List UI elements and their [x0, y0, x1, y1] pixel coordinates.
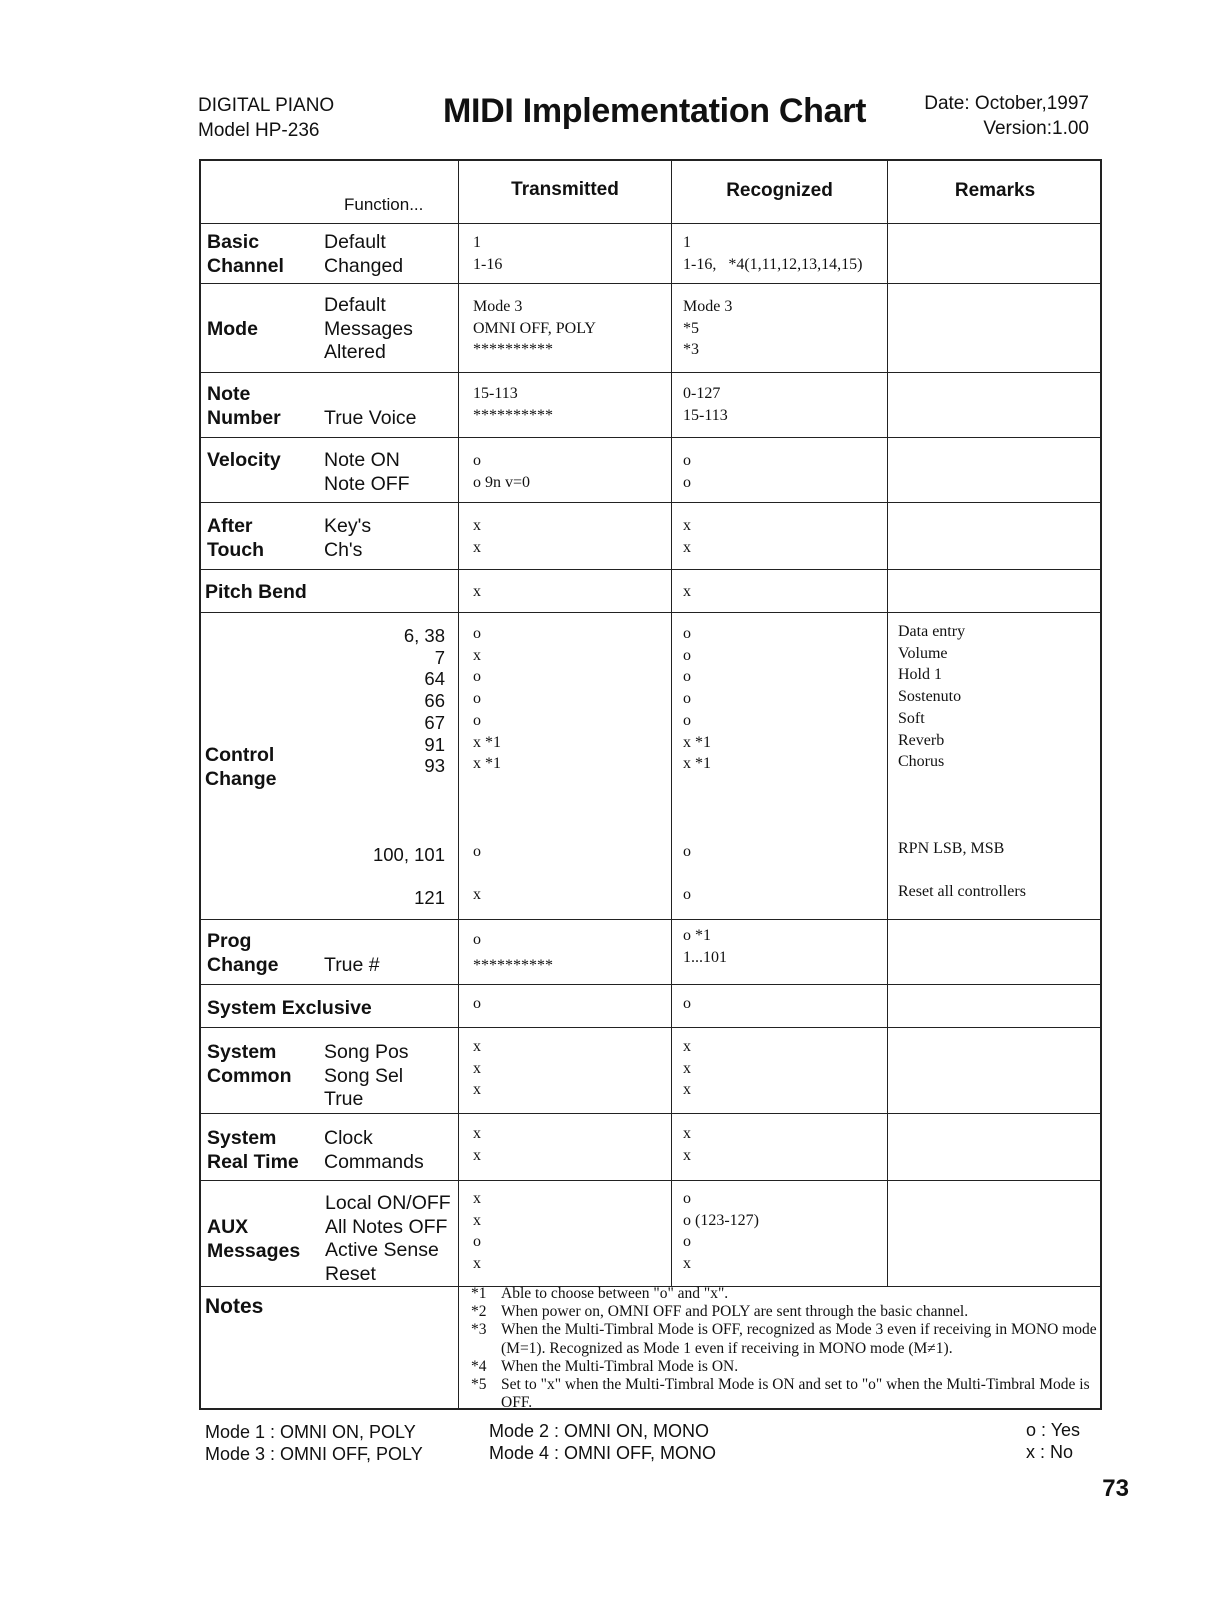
row-system-realtime-sub: Clock Commands [324, 1127, 424, 1173]
notes-list [471, 1285, 1099, 1412]
divider-function [458, 161, 459, 1286]
row-divider [201, 1027, 1100, 1028]
note-item: *4 When the Multi-Timbral Mode is ON. [471, 1357, 739, 1375]
row-control-change-label: Control Change [205, 744, 277, 790]
model-name: Model HP-236 [198, 120, 320, 141]
system-common-transmitted: x x x [473, 1038, 481, 1099]
prog-change-transmitted: o ********** [473, 931, 553, 974]
control-change-transmitted: o x o o o x *1 x *1 [473, 625, 501, 773]
divider-recognized [887, 161, 888, 1286]
row-divider [201, 984, 1100, 985]
row-velocity-sub: Note ON Note OFF [324, 449, 410, 495]
note-item: *2 When power on, OMNI OFF and POLY are sent through the basic channel. [471, 1303, 969, 1321]
control-reset-recognized: o [683, 886, 691, 903]
footer-modes-left: Mode 1 : OMNI ON, POLY Mode 3 : OMNI OFF, POLY [205, 1422, 423, 1464]
pitch-bend-transmitted: x [473, 583, 481, 600]
control-reset-remark: Reset all controllers [898, 883, 1026, 900]
row-system-common-label: System Common [207, 1041, 292, 1087]
system-realtime-recognized: x x [683, 1125, 691, 1164]
row-aux-messages-label: AUX Messages [207, 1216, 301, 1262]
row-divider [201, 223, 1100, 224]
control-reset-transmitted: x [473, 886, 481, 903]
page-title: MIDI Implementation Chart [443, 92, 867, 130]
system-exclusive-transmitted: o [473, 995, 481, 1012]
footer-modes-right: Mode 2 : OMNI ON, MONO Mode 4 : OMNI OFF, MONO [489, 1421, 717, 1463]
row-divider [201, 919, 1100, 920]
header-recognized: Recognized [726, 180, 833, 201]
note-item: *1 Able to choose between "o" and "x". [471, 1285, 729, 1302]
date-label: Date: October,1997 [924, 93, 1089, 114]
row-mode-sub: Default Messages Altered [324, 294, 413, 363]
note-number-transmitted: 15-113 ********** [473, 385, 553, 424]
row-divider [201, 569, 1100, 570]
divider-notes [458, 1286, 459, 1410]
version-label: Version:1.00 [983, 118, 1089, 139]
control-change-numbers: 6, 38 7 64 66 67 91 93 [403, 625, 445, 777]
system-exclusive-recognized: o [683, 995, 691, 1012]
header-remarks: Remarks [954, 180, 1036, 201]
row-system-realtime-label: System Real Time [207, 1127, 299, 1173]
control-change-recognized: o o o o o x *1 x *1 [683, 625, 711, 773]
row-aux-messages-sub: Local ON/OFF All Notes OFF Active Sense Reset [325, 1192, 451, 1285]
row-pitch-bend-label: Pitch Bend [205, 581, 307, 603]
aux-messages-transmitted: x x o x [473, 1190, 481, 1273]
product-name: DIGITAL PIANO [198, 95, 335, 116]
system-common-recognized: x x x [683, 1038, 691, 1099]
note-item: *5 Set to "x" when the Multi-Timbral Mode is ON and set to "o" when the Multi-Timbral Mode is OFF. [471, 1376, 1090, 1412]
row-aftertouch-label: After Touch [207, 515, 265, 561]
aux-messages-recognized: o o (123-127) o x [683, 1190, 759, 1273]
row-basic-channel-sub: Default Changed [324, 231, 404, 277]
footer-legend: o : Yes x : No [1026, 1420, 1081, 1462]
row-aftertouch-sub: Key's Ch's [324, 515, 372, 561]
row-mode-label: Mode [207, 318, 258, 340]
row-system-exclusive-label: System Exclusive [207, 997, 372, 1019]
row-divider [201, 283, 1100, 284]
mode-transmitted: Mode 3 OMNI OFF, POLY ********** [473, 298, 596, 359]
row-prog-change-sub: True # [324, 954, 380, 976]
mode-recognized: Mode 3 *5 *3 [683, 298, 733, 359]
prog-change-recognized: o *1 1...101 [683, 927, 727, 966]
system-realtime-transmitted: x x [473, 1125, 481, 1164]
header-left [198, 93, 334, 143]
row-system-common-sub: Song Pos Song Sel True [324, 1041, 409, 1110]
control-reset-number: 121 [414, 887, 445, 908]
control-rpn-transmitted: o [473, 843, 481, 860]
control-rpn-recognized: o [683, 843, 691, 860]
header-right [924, 91, 1089, 141]
row-divider [201, 437, 1100, 438]
header-transmitted: Transmitted [511, 179, 619, 200]
aftertouch-transmitted: x x [473, 517, 481, 556]
note-item: *3 When the Multi-Timbral Mode is OFF, recognized as Mode 3 even if receiving in MONO mode (M=1). Recognized as Mode 1 even if receiving in MONO mode (M≠1). [471, 1321, 1097, 1357]
control-rpn-number: 100, 101 [372, 844, 445, 865]
row-velocity-label: Velocity [207, 449, 281, 471]
divider-transmitted [671, 161, 672, 1286]
midi-chart-table [199, 159, 1102, 1410]
row-note-number-sub: True Voice [324, 407, 417, 429]
row-divider [201, 372, 1100, 373]
row-divider [201, 1113, 1100, 1114]
row-divider [201, 612, 1100, 613]
row-basic-channel-label: Basic Channel [207, 231, 284, 277]
velocity-recognized: o o [683, 452, 691, 491]
basic-channel-transmitted: 1 1-16 [473, 234, 503, 273]
control-rpn-remark: RPN LSB, MSB [898, 840, 1005, 857]
notes-label: Notes [205, 1295, 264, 1318]
control-change-remarks: Data entry Volume Hold 1 Sostenuto Soft Reverb Chorus [898, 623, 966, 771]
pitch-bend-recognized: x [683, 583, 691, 600]
note-number-recognized: 0-127 15-113 [683, 385, 728, 424]
row-divider [201, 502, 1100, 503]
row-note-number-label: Note Number [207, 383, 281, 429]
aftertouch-recognized: x x [683, 517, 691, 556]
row-divider [201, 1180, 1100, 1181]
page-number: 73 [1102, 1475, 1129, 1502]
row-prog-change-label: Prog Change [207, 930, 279, 976]
basic-channel-recognized: 1 1-16, *4(1,11,12,13,14,15) [683, 234, 863, 273]
velocity-transmitted: o o 9n v=0 [473, 452, 531, 491]
header-function: Function... [344, 195, 424, 214]
